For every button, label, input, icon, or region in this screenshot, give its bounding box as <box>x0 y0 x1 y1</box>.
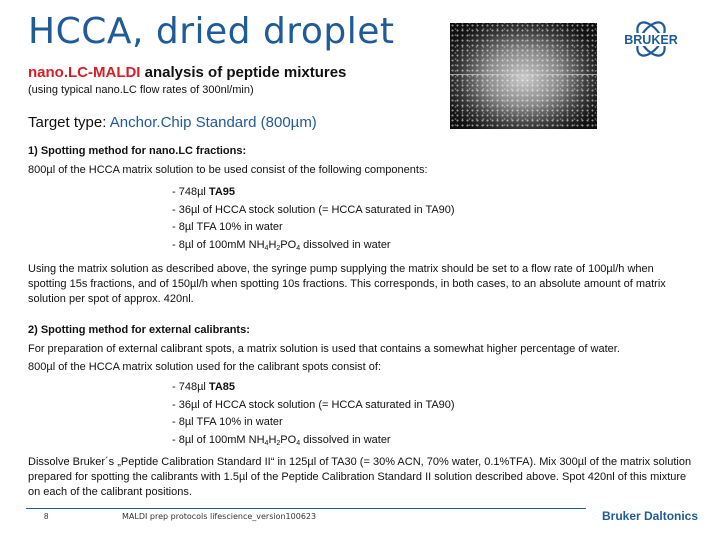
subtitle-rest: analysis of peptide mixtures <box>140 64 347 81</box>
list-item: - 8µl of 100mM $NH_4H_2PO_4$ dissolved in water <box>172 433 391 447</box>
flow-rate-note: (using typical nano.LC flow rates of 300nl/min) <box>28 84 254 96</box>
target-label: Target type: <box>28 114 110 131</box>
logo-text: BRUKER <box>624 33 678 47</box>
bruker-logo <box>612 17 690 65</box>
section1-component-list <box>172 184 455 254</box>
crystal-texture <box>450 23 597 129</box>
list-item: - 36µl of HCCA stock solution (= HCCA saturated in TA90) <box>172 203 455 216</box>
list-item: - 8µl TFA 10% in water <box>172 416 283 428</box>
section1-heading: 1) Spotting method for nano.LC fractions: <box>28 145 247 157</box>
section2-intro-second: 800µl of the HCCA matrix solution used for the calibrant spots consist of: <box>28 361 382 373</box>
target-type <box>28 114 317 131</box>
page-number: 8 <box>44 512 49 521</box>
section1-paragraph: Using the matrix solution as described above, the syringe pump supplying the matrix should be set to a flow rate of 100µl/h when spotting 15s fractions, and of 150µl/h when spotting 10s fractions. This corresponds, in both cases, to an absolute amount of matrix solution per spot of approx. 420nl. <box>28 263 666 305</box>
section2-intro: For preparation of external calibrant spots, a matrix solution is used that contains a somewhat higher percentage of water. <box>28 343 620 355</box>
section2-heading: 2) Spotting method for external calibrants: <box>28 324 250 336</box>
list-item: - 748µl TA95 <box>172 186 236 198</box>
subtitle-highlight: nano.LC-MALDI <box>28 64 141 81</box>
page-title: HCCA, dried droplet <box>28 11 395 52</box>
section2-component-list <box>172 379 455 449</box>
section1-intro: 800µl of the HCCA matrix solution to be used consist of the following components: <box>28 164 428 176</box>
list-item: - 36µl of HCCA stock solution (= HCCA saturated in TA90) <box>172 398 455 411</box>
droplet-photo <box>450 23 597 129</box>
list-item: - 748µl TA85 <box>172 381 236 393</box>
section2-paragraph: Dissolve Bruker´s „Peptide Calibration Standard II“ in 125µl of TA30 (= 30% ACN, 70% water, 0.1%TFA). Mix 300µl of the matrix solution prepared for spotting the calibrants with 1.5µl of the Peptide Calibration Standard II solution described above. Spot 420nl of this mixture on each of the calibrant positions. <box>28 456 692 498</box>
target-value: Anchor.Chip Standard (800µm) <box>109 114 317 131</box>
subtitle <box>28 64 346 81</box>
footer-document-name: MALDI prep protocols lifescience_version100623 <box>122 512 317 521</box>
footer-divider <box>26 508 586 509</box>
footer-brand: Bruker Daltonics <box>602 509 699 523</box>
list-item: - 8µl of 100mM $NH_4H_2PO_4$ dissolved in water <box>172 238 391 252</box>
photo-scan-line <box>450 74 597 75</box>
list-item: - 8µl TFA 10% in water <box>172 221 283 233</box>
